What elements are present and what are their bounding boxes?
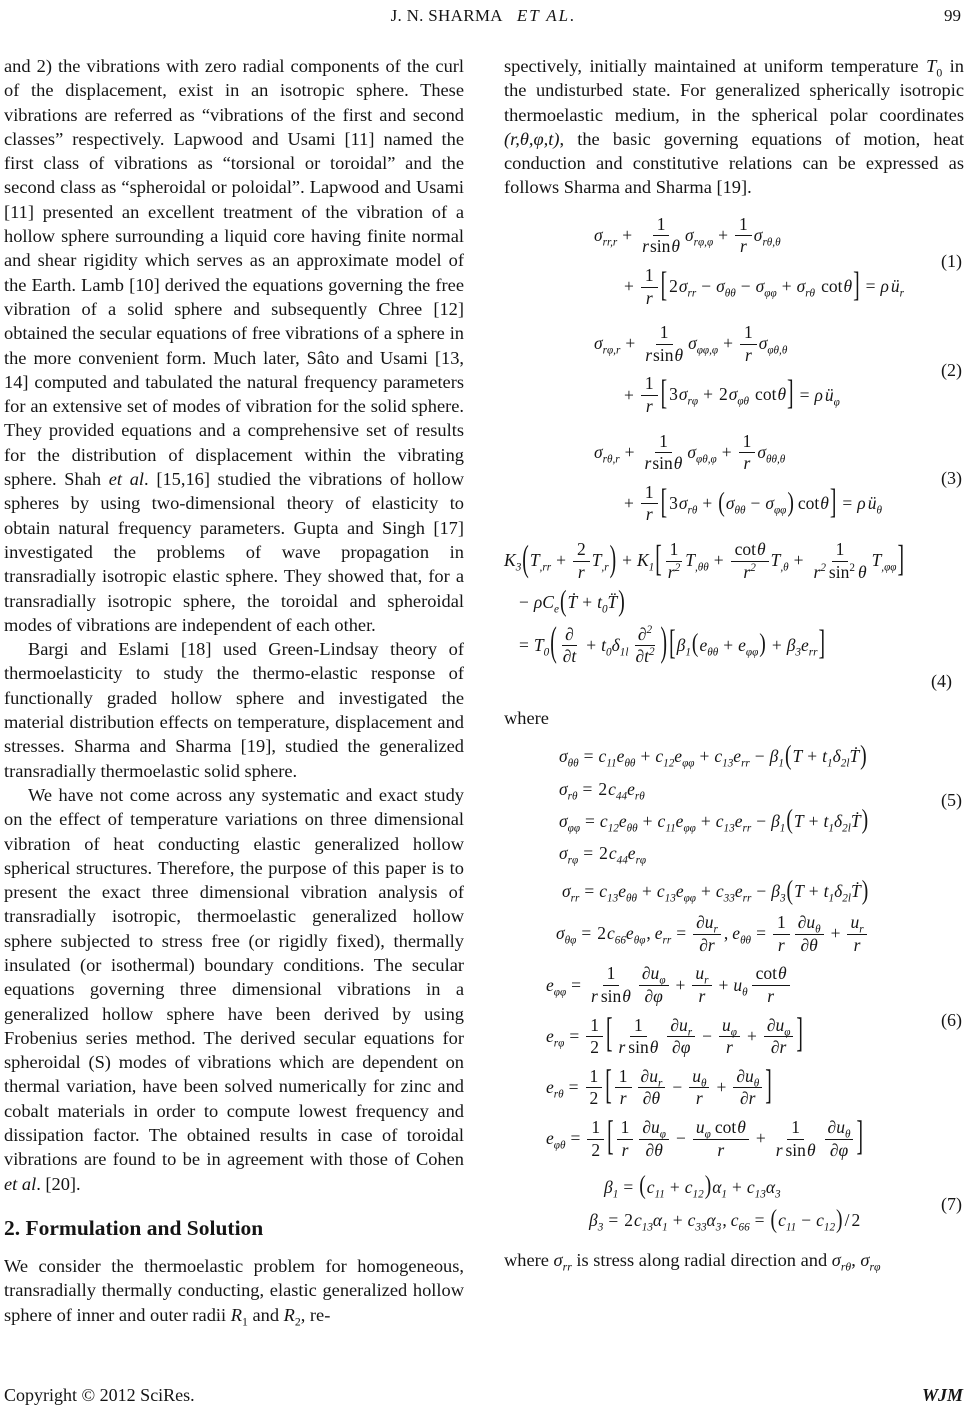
equation-number: (3) <box>941 467 962 488</box>
running-head-etal: ET AL. <box>516 6 577 25</box>
two-column-body <box>4 54 963 1327</box>
journal-abbreviation: WJM <box>921 1385 963 1405</box>
equation-number: (1) <box>941 251 962 272</box>
equation-number: (6) <box>941 1009 962 1030</box>
where-label: where <box>504 707 549 728</box>
paragraph-formulation: We consider the thermoelastic problem for homogeneous, transradially thermally conducting, elastic generalized hollow sphere of inner and outer radii $R_1$ and $R_2$, re- <box>4 1255 464 1329</box>
running-head-authors: J. N. SHARMA <box>390 6 503 25</box>
paragraph-intro-continued: and 2) the vibrations with zero radial components of the curl of the displacement, exist in an isotropic sphere. These vibrations are referred as “vibrations of the first and second classes” respectively. Lapwood and Usami [11] named the first class of vibrations as “torsional or toroidal” and the second class as “spheroidal or poloidal”. Lapwood and Usami [11] presented an excellent treatment of the vibration of a hollow sphere surrounding a liquid core having finite normal and shear rigidity which serves as an approximate model of the Earth. Lamb [10] derived the equations governing the free vibration of a solid sphere and subsequently Chree [12] obtained the secular equations of free vibrations of a sphere in the more convenient form. Much later, Sâto and Usami [13, 14] computed and tabulated the natural frequency parameters for an extensive set of modes of vibration for the solid sphere. They provided equations and a comprehensive set of results for the distribution of displacement within the vibrating sphere. Shah et al. [15,16] studied the vibrations of hollow spheres by using two-dimensional theory of elasticity to obtain natural frequency parameters. Gupta and Singh [17] investigated the problems of wave propagation in transradially isotropic elastic sphere. They showed that, for a transradially isotropic sphere, the toroidal and spheroidal modes of vibrations are independent of each other. <box>4 56 464 635</box>
equation-4: $K_3$ ( $T_{,rr}$ + $\frac{2}{r}$ $T_{,r}$ ) + $K_1$ [ 1 $r^2$ $T_{,\theta\theta}$ + $\frac{\cot\theta}{r^2}$ $T_{,\theta}$ + $\frac{1}{r^2 \sin^2 \theta}$ $T_{,\varphi\varphi}$ ] − ρ $C_e$ ( Ṫ + $t_0$ T̈ ) = $T_0$ ( ∂ ∂t + $t_0$ $\delta_{1l}$ ∂$^2$ $\partial t^2$ ) [ $\beta_1$ ( $e_{\theta\theta}$ + $e_{\varphi\varphi}$ ) + $\beta_3$ $e_{rr}$ ] (4) <box>504 538 952 692</box>
equation-number: (4) <box>931 671 952 692</box>
paragraph-continued: spectively, initially maintained at uniform temperature $T_0$ in the undisturbed state. For generalized spherically isotropic thermoelastic medium, in the spherical polar coordinates (r,θ,φ,t), the basic governing equations of motion, heat conduction and constitutive relations can be expressed as follows Sharma and Sharma [19]. <box>504 56 964 198</box>
running-head <box>0 6 967 26</box>
equation-number: (2) <box>941 359 962 380</box>
equation-number: (7) <box>941 1193 962 1214</box>
equation-2: $\sigma_{r\varphi,r}$ + $\frac{1}{rsin\theta}$ $\sigma_{\varphi\varphi,\varphi}$ + $\frac{1}{r}$ $\sigma_{\varphi\theta,\theta}$ + $\frac{1}{r}$ [ 3 $\sigma_{r\varphi}$ + 2 $\sigma_{\varphi\theta}$ cot θ ] = ρ $ü_\varphi$ (2) <box>594 322 962 416</box>
right-column <box>504 54 964 1327</box>
paragraph-closing: where $\sigma_{rr}$ is stress along radial direction and $\sigma_{r\theta}$, $\sigma_{r\varphi}$ <box>504 1250 881 1274</box>
page-number: 99 <box>944 6 961 25</box>
page-header <box>0 6 967 32</box>
equation-3: $\sigma_{r\theta,r}$ + $\frac{1}{rsin\theta}$ $\sigma_{\varphi\theta,\varphi}$ + $\frac{1}{r}$ $\sigma_{\theta\theta,\theta}$ + $\frac{1}{r}$ [ 3 $\sigma_{r\theta}$ + ( $\sigma_{\theta\theta}$ − $\sigma_{\varphi\varphi}$ ) cot θ ] = ρ $ü_\theta$ (3) <box>594 430 962 525</box>
copyright-text: Copyright © 2012 SciRes. <box>4 1385 195 1405</box>
equation-1: $\sigma_{rr,r}$ + $\frac{1}{rsin\theta}$ $\sigma_{r\varphi,\varphi}$ + $\frac{1}{r}$ $\sigma_{r\theta,\theta}$ + $\frac{1}{r}$ [ 2 $\sigma_{rr}$ − $\sigma_{\theta\theta}$ − $\sigma_{\varphi\varphi}$ + $\sigma_{r\theta}$ cot θ ] = ρ $ü_r$ (1) <box>594 213 962 308</box>
equation-6: $\sigma_{rr}$ = $c_{13}$ $e_{\theta\theta}$ + $c_{13}$ $e_{\varphi\varphi}$ + $c_{33}$ $e_{rr}$ − $\beta_3$ ( T + $t_1$ $\delta_{2l}$ Ṫ ) $\sigma_{\theta\varphi}$ = 2 $c_{66}$ $e_{\theta\varphi}$ , $e_{rr}$ = $\frac{\partial u_r}{\partial r}$ , $e_{\theta\theta}$ = $\frac{1}{r}$ $\partial u_\theta$ ∂θ + $\frac{u_r}{r}$ $e_{\varphi\varphi}$ = $\frac{1}{\text{r sinθ}}$ $\partial u_\varphi$ ∂φ + $\frac{u_r}{r}$ + $u_\theta$ cotθ r $e_{r\varphi}$ = $\frac{1}{2}$ [ 1 r sinθ $\partial u_r$ ∂φ − $\frac{u_\varphi}{r}$ + $\frac{\partial u_\varphi}{\partial r}$ ] $e_{r\theta}$ = $\frac{1}{2}$ [ 1 r $\partial u_r$ ∂θ − $\frac{u_\theta}{r}$ + $\frac{\partial u_\theta}{\partial r}$ ] $e_{\varphi\theta}$ = $\frac{1}{2}$ [ 1 r $\partial u_\varphi$ ∂θ − $\frac{u_\varphi \cot\theta}{r}$ + $\frac{1}{\text{r sinθ}}$ $\partial u_\theta$ ∂φ ] (6) <box>546 876 962 1160</box>
equation-number: (5) <box>941 789 962 810</box>
left-column <box>4 54 464 1327</box>
equation-7: $\beta_1$ = ( $c_{11}$ + $c_{12}$ ) $\alpha_1$ + $c_{13}$ $\alpha_3$ $\beta_3$ = 2 $c_{13}$ $\alpha_1$ + $c_{33}$ $\alpha_3$ , $c_{66}$ = ( $c_{11}$ − $c_{12}$ ) / 2 (7) <box>589 1172 962 1235</box>
paragraph-motivation: We have not come across any systematic and exact study on the effect of temperature variations on three dimensional vibration of heat conducting elastic generalized hollow spherical structures. Therefore, the purpose of this paper is to present the exact three dimensional vibration analysis of transradially isotropic, thermoelastic generalized hollow sphere subjected to stress free (or rigidly fixed), thermally insulated (or isothermal) boundary conditions. The secular equations governing three dimensional vibrations in a generalized hollow sphere have been derived by using Frobenius series method. The derived secular equations for spheroidal (S) modes of vibrations which are dependent on thermal variation, have been solved numerically for zinc and cobalt materials in order to compute lowest frequency and dissipation factor. The obtained results in case of toroidal vibrations are found to be in agreement with those of Cohen et al. [20]. <box>4 784 464 1194</box>
section-heading: 2. Formulation and Solution <box>4 1215 264 1240</box>
page-footer <box>4 1381 963 1406</box>
paragraph-bargi-eslami: Bargi and Eslami [18] used Green-Lindsay theory of thermoelasticity to study the thermo-elastic response of functionally graded hollow sphere and investigated the material distribution effects on temperature, displacement and stresses. Sharma and Sharma [19], studied the generalized transradially thermoelastic solid sphere. <box>4 639 464 781</box>
equation-5: $\sigma_{\theta\theta}$ = $c_{11}$ $e_{\theta\theta}$ + $c_{12}$ $e_{\varphi\varphi}$ + $c_{13}$ $e_{rr}$ − $\beta_1$ ( T + $t_1$ $\delta_{2l}$ Ṫ ) $\sigma_{r\theta}$ = 2 $c_{44}$ $e_{r\theta}$ $\sigma_{\varphi\varphi}$ = $c_{12}$ $e_{\theta\theta}$ + $c_{11}$ $e_{\varphi\varphi}$ + $c_{13}$ $e_{rr}$ − $\beta_1$ ( T + $t_1$ $\delta_{2l}$ Ṫ ) $\sigma_{r\varphi}$ = 2 $c_{44}$ $e_{r\varphi}$ (5) <box>559 741 962 867</box>
